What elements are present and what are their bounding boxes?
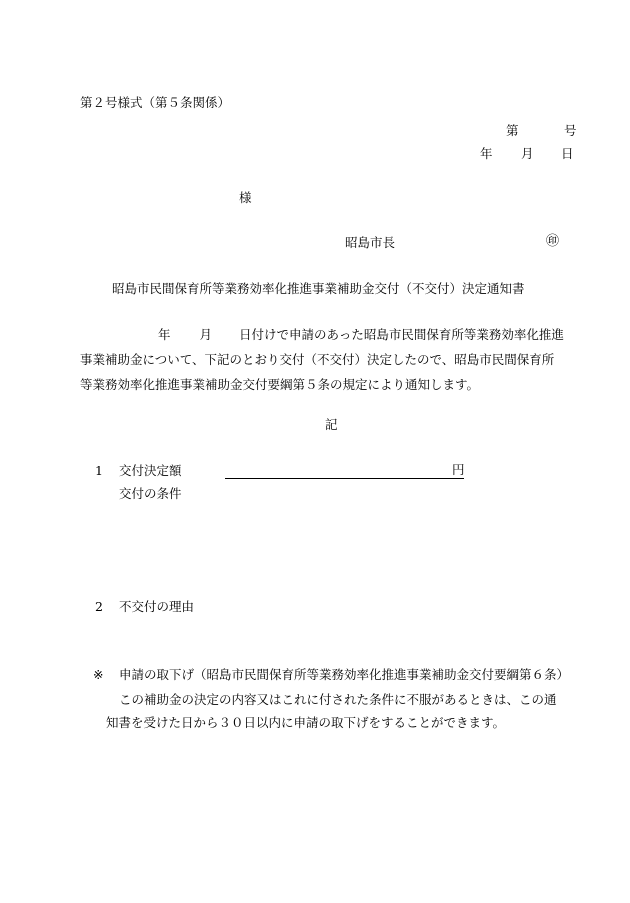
item1-number: 1 xyxy=(95,463,103,478)
body-year: 年 xyxy=(158,327,171,342)
note-mark: ※ xyxy=(93,667,104,682)
note-heading: 申請の取下げ（昭島市民間保育所等業務効率化推進事業補助金交付要綱第６条） xyxy=(119,667,570,682)
body-line-1-text: 日付けで申請のあった昭島市民間保育所等業務効率化推進 xyxy=(239,327,564,342)
date-year: 年 xyxy=(480,146,493,161)
body-line-2: 事業補助金について、下記のとおり交付（不交付）決定したので、昭島市民間保育所 xyxy=(80,352,555,367)
item1-conditions-label: 交付の条件 xyxy=(119,486,182,501)
addressee-sama: 様 xyxy=(239,190,252,205)
item1-label: 交付決定額 xyxy=(119,463,182,478)
amount-underline xyxy=(225,478,464,479)
body-line-3: 等業務効率化推進事業補助金交付要綱第５条の規定により通知します。 xyxy=(80,377,480,392)
item1-unit: 円 xyxy=(452,462,465,477)
body-line-1 xyxy=(80,322,578,347)
ki-marker: 記 xyxy=(325,417,338,432)
doc-number-go: 号 xyxy=(564,123,577,138)
note-line-1: この補助金の決定の内容又はこれに付された条件に不服があるときは、この通 xyxy=(119,692,557,707)
sender-name: 昭島市長 xyxy=(345,235,396,250)
seal-mark: ㊞ xyxy=(546,234,560,249)
item2-label: 不交付の理由 xyxy=(119,599,195,614)
date-day: 日 xyxy=(561,146,574,161)
body-paragraph xyxy=(80,322,578,397)
date-month: 月 xyxy=(521,146,534,161)
item2-number: 2 xyxy=(95,599,103,614)
document-title: 昭島市民間保育所等業務効率化推進事業補助金交付（不交付）決定通知書 xyxy=(112,281,525,296)
form-number: 第２号様式（第５条関係） xyxy=(80,95,231,110)
doc-number-dai: 第 xyxy=(506,123,519,138)
body-month: 月 xyxy=(199,327,213,342)
note-line-2: 知書を受けた日から３０日以内に申請の取下げをすることができます。 xyxy=(106,715,506,730)
